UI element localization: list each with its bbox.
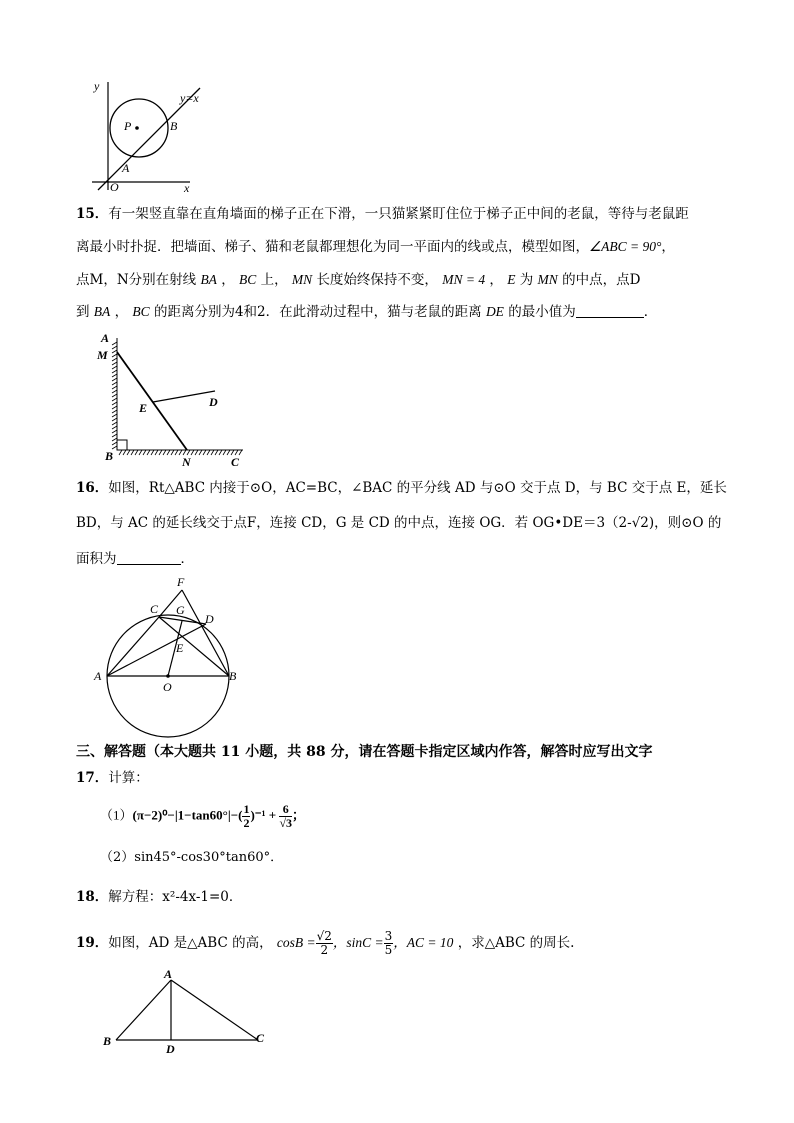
q15-angle: ∠ABC = 90°	[589, 239, 662, 254]
wall-hatch	[112, 402, 117, 405]
q17-part1-exp: )⁻¹ +	[250, 807, 277, 823]
wall-hatch	[112, 358, 117, 361]
section-3-title-text: 三、解答题（本大题共 11 小题，共 88 分，请在答题卡指定区域内作答，解答时应写出文字	[76, 744, 653, 760]
floor-hatch	[135, 450, 138, 455]
wall-hatch	[112, 414, 117, 417]
q15-comma3: ，	[114, 304, 129, 320]
fig15-c: C	[231, 455, 240, 469]
q15-mn4: MN = 4	[442, 272, 486, 287]
floor-hatch	[119, 450, 122, 455]
floor-hatch	[191, 450, 194, 455]
fig19-b: B	[103, 1034, 112, 1048]
q19-number: 19．	[76, 935, 109, 951]
fig15-a: A	[101, 331, 110, 345]
q15-e: E	[507, 272, 516, 287]
floor-hatch	[223, 450, 226, 455]
wall-hatch	[112, 410, 117, 413]
wall-hatch	[112, 354, 117, 357]
q17-part1	[100, 803, 305, 830]
floor-hatch	[211, 450, 214, 455]
q19-text2: ，求△ABC 的周长.	[457, 935, 575, 951]
fig19-d: D	[166, 1042, 175, 1056]
q17-title-text: 计算：	[108, 770, 149, 786]
q15-text3d: 为	[519, 272, 534, 288]
q19-sin-den: 5	[384, 943, 393, 957]
floor-hatch	[227, 450, 230, 455]
floor-hatch	[199, 450, 202, 455]
q15-line1	[76, 204, 689, 224]
q19-ac: ，AC = 10	[393, 935, 454, 950]
q17-part2	[100, 848, 283, 868]
floor-hatch	[131, 450, 134, 455]
floor-hatch	[147, 450, 150, 455]
q17-frac-six-num: 6	[279, 803, 292, 817]
q14-figure	[90, 78, 220, 196]
fig15-d: D	[209, 395, 218, 409]
q15-text2b: ，	[661, 239, 675, 255]
wall-hatch	[112, 362, 117, 365]
q19	[76, 930, 574, 957]
q15-bc2: BC	[132, 304, 150, 319]
q15-mn2: MN	[537, 272, 558, 287]
q15-text4b: 的距离分别为4和2．在此滑动过程中，猫与老鼠的距离	[153, 304, 482, 320]
q17-part1-label: （1）	[100, 807, 133, 823]
point-b-label: B	[170, 119, 178, 133]
fig15-m: M	[97, 348, 108, 362]
floor-hatch	[127, 450, 130, 455]
floor-hatch	[203, 450, 206, 455]
floor-hatch	[163, 450, 166, 455]
q17-part1-end: ；	[292, 807, 306, 823]
fig16-o: O	[163, 680, 172, 694]
q15-comma2: ，	[489, 272, 503, 288]
floor-hatch	[219, 450, 222, 455]
q19-cos-den: 2	[320, 943, 329, 957]
fig19-c: C	[256, 1031, 265, 1045]
wall-hatch	[112, 434, 117, 437]
q18	[76, 887, 242, 907]
floor-hatch	[195, 450, 198, 455]
wall-hatch	[112, 382, 117, 385]
point-a-label: A	[122, 161, 130, 175]
axis-x-label: x	[184, 181, 190, 195]
wall-hatch	[112, 350, 117, 353]
floor-hatch	[167, 450, 170, 455]
q16-line2	[76, 513, 721, 533]
wall-hatch	[112, 378, 117, 381]
q19-figure	[98, 964, 278, 1059]
wall-hatch	[112, 342, 117, 345]
wall-hatch	[112, 390, 117, 393]
q19-text1: 如图，AD 是△ABC 的高，	[108, 935, 273, 951]
q17-frac-half-den: 2	[243, 816, 250, 830]
floor-hatch	[143, 450, 146, 455]
q17-title	[76, 768, 149, 788]
wall-hatch	[112, 346, 117, 349]
floor-hatch	[123, 450, 126, 455]
q15-ba: BA	[200, 272, 217, 287]
fig16-a: A	[94, 669, 102, 683]
section-3-title	[76, 742, 652, 762]
floor-hatch	[139, 450, 142, 455]
q17-frac-half-num: 1	[243, 802, 250, 816]
q17-part1-expr: (π−2)⁰−|1−tan60°|−(	[132, 807, 243, 823]
q19-cos-num: √2	[316, 929, 332, 943]
q16-line3	[76, 549, 194, 569]
floor-hatch	[207, 450, 210, 455]
fig16-c: C	[150, 602, 159, 616]
fig15-n: N	[182, 455, 191, 469]
wall-hatch	[112, 398, 117, 401]
q15-text3c: 长度始终保持不变，	[316, 272, 438, 288]
q17-part2-text: （2）sin45°-cos30°tan60°．	[100, 850, 284, 865]
q18-number: 18．	[76, 889, 109, 905]
q17-number: 17．	[76, 770, 109, 786]
q15-ba2: BA	[93, 304, 111, 319]
q15-line3	[76, 270, 640, 290]
floor-hatch	[159, 450, 162, 455]
point-p-label: P	[124, 119, 132, 133]
wall-hatch	[112, 366, 117, 369]
q19-frac-sin	[384, 930, 394, 957]
fig16-d: D	[205, 612, 214, 626]
q17-frac-six-den: √3	[279, 816, 293, 830]
wall-hatch	[112, 370, 117, 373]
wall-hatch	[112, 430, 117, 433]
q16-figure	[88, 570, 248, 738]
q16-period: ．	[180, 551, 194, 567]
floor-hatch	[155, 450, 158, 455]
line-yx-label: y=x	[180, 91, 199, 105]
wall-hatch	[112, 426, 117, 429]
origin-label: O	[110, 180, 119, 194]
q15-number: 15．	[76, 206, 109, 222]
floor-hatch	[215, 450, 218, 455]
floor-hatch	[171, 450, 174, 455]
wall-hatch	[112, 394, 117, 397]
q19-sin-num: 3	[384, 929, 393, 943]
q15-text4c: 的最小值为	[508, 304, 576, 320]
q15-answer-blank[interactable]	[576, 303, 644, 318]
axis-y-label: y	[94, 79, 100, 93]
fig19-a: A	[164, 967, 173, 981]
fig15-b: B	[105, 449, 114, 463]
q17-frac-six	[279, 803, 292, 830]
wall-hatch	[112, 418, 117, 421]
wall-hatch	[112, 374, 117, 377]
wall-hatch	[112, 438, 117, 441]
q15-line2	[76, 237, 675, 257]
q15-text3e: 的中点，点D	[562, 272, 641, 288]
q15-comma: ，	[221, 272, 235, 288]
q15-text3b: 上，	[260, 272, 288, 288]
wall-hatch	[112, 406, 117, 409]
q16-answer-blank[interactable]	[117, 550, 181, 565]
q18-text: 解方程：x²-4x-1=0．	[108, 889, 243, 905]
q16-number: 16．	[76, 480, 109, 496]
q15-figure	[95, 328, 255, 473]
q19-cos: cosB =	[276, 935, 316, 950]
q15-text1: 有一架竖直靠在直角墙面的梯子正在下滑，一只猫紧紧盯住位于梯子正中间的老鼠，等待与老鼠距	[108, 206, 689, 222]
fig16-f: F	[177, 575, 185, 589]
wall-hatch	[112, 386, 117, 389]
q15-de: DE	[485, 304, 504, 319]
q15-mn: MN	[291, 272, 313, 287]
q15-bc: BC	[239, 272, 257, 287]
fig16-e: E	[176, 641, 184, 655]
fig16-b: B	[229, 669, 237, 683]
q16-text1: 如图，Rt△ABC 内接于⊙O，AC=BC，∠BAC 的平分线 AD 与⊙O 交于点 D，与 BC 交于点 E，延长	[108, 480, 727, 496]
fig15-e: E	[139, 401, 148, 415]
q16-text3: 面积为	[76, 551, 117, 567]
q19-sin: ，sinC =	[332, 935, 384, 950]
q15-period: ．	[643, 304, 658, 320]
floor-hatch	[175, 450, 178, 455]
q16-text2: BD，与 AC 的延长线交于点F，连接 CD，G 是 CD 的中点，连接 OG．若 OG•DE＝3（2-√2)，则⊙O 的	[76, 515, 722, 531]
q15-text2: 离最小时扑捉．把墙面、梯子、猫和老鼠都理想化为同一平面内的线或点，模型如图，	[76, 239, 589, 255]
q15-line4	[76, 302, 657, 322]
q15-text3: 点M，N分别在射线	[76, 272, 197, 288]
floor-hatch	[151, 450, 154, 455]
wall-hatch	[112, 442, 117, 445]
floor-hatch	[239, 450, 242, 455]
q19-frac-cos	[316, 930, 333, 957]
wall-hatch	[112, 422, 117, 425]
q16-line1	[76, 478, 727, 498]
q15-text4: 到	[76, 304, 90, 320]
fig16-g: G	[176, 603, 185, 617]
